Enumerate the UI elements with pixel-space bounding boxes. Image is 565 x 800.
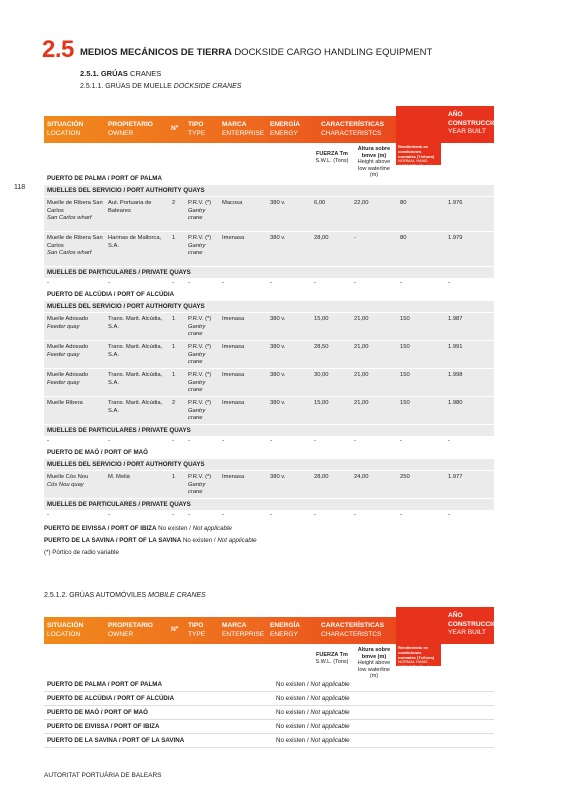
cell-energy: 380 v. (270, 372, 286, 378)
dockside-cranes-table (44, 111, 502, 559)
private-quays-palma: MUELLES DE PARTICULARES / PRIVATE QUAYS (44, 266, 494, 278)
authority-quays-alcudia: MUELLES DEL SERVICIO / PORT AUTHORITY QUAYS (44, 300, 494, 312)
col-type: TIPO TYPE (188, 121, 206, 137)
section-title-es: MEDIOS MECÁNICOS DE TIERRA (80, 47, 232, 58)
footnote: (*) Pórtico de radio variable (44, 549, 119, 556)
cell-brand: Macosa (222, 200, 243, 206)
cell-type: P.R.V. (*) Gantry crane (188, 474, 212, 496)
cell-loc: Muelle de Ribera San Carlos San Carlos wharf (47, 235, 103, 257)
cell-height: 21,00 (354, 344, 369, 350)
table-row (44, 340, 494, 368)
cell-n: 2 (172, 200, 176, 206)
cell-n: 1 (172, 474, 176, 480)
dash-cell: - (448, 438, 450, 444)
mobile-row-eivissa: PUERTO DE EIVISSA / PORT OF IBIZA No existen / Not applicable (44, 720, 494, 734)
cell-height: 21,00 (354, 400, 369, 406)
cell-loc: Muelle Adosado Feeder quay (47, 344, 89, 358)
dash-row (44, 436, 494, 447)
cell-owner: Trans. Marit. Alcúdia, S.A. (108, 344, 163, 358)
mobile-row-alcudia: PUERTO DE ALCÚDIA / PORT OF ALCÚDIA No existen / Not applicable (44, 692, 494, 706)
cell-n: 1 (172, 372, 176, 378)
col-location: SITUACIÓN LOCATION (47, 622, 84, 638)
dash-cell: - (270, 438, 272, 444)
cell-energy: 380 v. (270, 400, 286, 406)
cell-perf: 150 (400, 316, 410, 322)
cell-owner: Trans. Marit. Alcúdia, S.A. (108, 372, 163, 386)
cell-height: 24,00 (354, 474, 369, 480)
dash-cell: - (354, 280, 356, 286)
cell-perf: 150 (400, 344, 410, 350)
cell-n: 1 (172, 344, 176, 350)
cell-owner: Trans. Marit. Alcúdia, S.A. (108, 316, 163, 330)
col-brand: MARCA ENTERPRISE (222, 622, 265, 638)
dash-cell: - (172, 280, 174, 286)
dash-cell: - (172, 438, 174, 444)
mobile-cranes-table (44, 612, 502, 748)
dash-cell: - (314, 280, 316, 286)
dash-cell: - (222, 280, 224, 286)
table-row (44, 368, 494, 396)
dash-cell: - (400, 280, 402, 286)
subsection-cranes: 2.5.1. GRÚAS CRANES (80, 69, 162, 78)
table-subheader (44, 644, 494, 679)
dash-cell: - (448, 512, 450, 518)
col-energy: ENERGÍA ENERGY (270, 121, 301, 137)
dash-cell: - (270, 280, 272, 286)
private-quays-alcudia: MUELLES DE PARTICULARES / PRIVATE QUAYS (44, 424, 494, 436)
cell-loc: Muelle de Ribera San Carlos San Carlos wharf (47, 200, 103, 222)
cell-type: P.R.V. (*) Gantry crane (188, 200, 212, 222)
note-savina: PUERTO DE LA SAVINA / PORT OF LA SAVINA No existen / Not applicable (44, 537, 257, 544)
dash-cell: - (172, 512, 174, 518)
table-subheader (44, 143, 494, 178)
cell-loc: Muelle Cós Nou Cós Nou quay (47, 474, 89, 488)
private-quays-mao: MUELLES DE PARTICULARES / PRIVATE QUAYS (44, 498, 494, 510)
table-header (44, 111, 502, 143)
section-title-en: DOCKSIDE CARGO HANDLING EQUIPMENT (234, 47, 433, 58)
table-header (44, 612, 502, 644)
cell-force: 28,00 (314, 235, 329, 241)
dash-cell: - (354, 512, 356, 518)
table-row (44, 470, 494, 498)
performance-header: Rendimiento en condiciones normales (Tn/hora) NORMAL HAND. CAPACITY (Tns/hr) (396, 143, 441, 165)
cell-loc: Muelle Ribera (47, 400, 83, 406)
force-header: FUERZA Tm S.W.L. (Tons) (315, 151, 349, 164)
cell-brand: Imenasa (222, 400, 245, 406)
subsection-mobile: 2.5.1.2. GRÚAS AUTOMÓVILES MOBILE CRANES (44, 592, 206, 599)
height-header: Altura sobre bmve (m) Height above low waterline (m) (357, 647, 391, 679)
col-number: Nº (171, 626, 179, 633)
dash-cell: - (314, 512, 316, 518)
table-row (44, 196, 494, 231)
cell-loc: Muelle Adosado Feeder quay (47, 316, 89, 330)
col-energy: ENERGÍA ENERGY (270, 622, 301, 638)
col-brand: MARCA ENTERPRISE (222, 121, 265, 137)
cell-force: 15,00 (314, 400, 329, 406)
cell-force: 15,00 (314, 316, 329, 322)
dash-cell: - (108, 280, 110, 286)
cell-force: 30,00 (314, 372, 329, 378)
dash-cell: - (188, 512, 190, 518)
cell-year: 1.977 (448, 474, 463, 480)
mobile-row-savina: PUERTO DE LA SAVINA / PORT OF LA SAVINA No existen / Not applicable (44, 734, 494, 748)
cell-loc: Muelle Adosado Feeder quay (47, 372, 89, 386)
height-header: Altura sobre bmve (m) Height above low waterline (m) (357, 146, 391, 178)
col-year: AÑO CONSTRUCCIÓN YEAR BUILT (448, 111, 502, 135)
port-alcudia: PUERTO DE ALCÚDIA / PORT OF ALCÚDIA (44, 289, 494, 300)
col-number: Nº (171, 125, 179, 132)
cell-year: 1.987 (448, 316, 463, 322)
port-palma: PUERTO DE PALMA / PORT OF PALMA (44, 173, 494, 184)
cell-year: 1.998 (448, 372, 463, 378)
page-number: 118 (14, 184, 26, 191)
cell-type: P.R.V. (*) Gantry crane (188, 344, 212, 366)
performance-header: Rendimiento en condiciones normales (Tn/hora) NORMAL HAND. CAPACITY (Tns/hr) (396, 644, 441, 666)
cell-n: 2 (172, 400, 176, 406)
dash-cell: - (448, 280, 450, 286)
dash-cell: - (222, 438, 224, 444)
mobile-row-palma: PUERTO DE PALMA / PORT OF PALMA No existen / Not applicable (44, 678, 494, 692)
cell-n: 1 (172, 316, 176, 322)
cell-brand: Imenasa (222, 316, 245, 322)
cell-brand: Imenasa (222, 372, 245, 378)
table-row (44, 396, 494, 424)
alcudia-rows (44, 312, 494, 424)
cell-perf: 150 (400, 372, 410, 378)
dash-cell: - (47, 280, 49, 286)
dash-cell: - (188, 280, 190, 286)
cell-owner: Harinas de Mallorca, S.A. (108, 235, 162, 249)
cell-owner: M. Melià (108, 474, 130, 480)
mao-rows (44, 470, 494, 498)
section-number: 2.5 (42, 36, 74, 63)
note-eivissa: PUERTO DE EIVISSA / PORT OF IBIZA No existen / Not applicable (44, 525, 232, 532)
dash-cell: - (354, 438, 356, 444)
dash-cell: - (400, 438, 402, 444)
cell-force: 28,00 (314, 474, 329, 480)
cell-year: 1.976 (448, 200, 463, 206)
cell-force: 28,50 (314, 344, 329, 350)
dash-row (44, 278, 494, 289)
section-title (80, 47, 432, 58)
dash-cell: - (188, 438, 190, 444)
col-type: TIPO TYPE (188, 622, 206, 638)
cell-type: P.R.V. (*) Gantry crane (188, 372, 212, 394)
cell-owner: Aut. Portuaria de Baleares (108, 200, 152, 214)
cell-height: 22,00 (354, 200, 369, 206)
cell-type: P.R.V. (*) Gantry crane (188, 400, 212, 422)
cell-perf: 150 (400, 400, 410, 406)
cell-energy: 380 v. (270, 344, 286, 350)
col-year: AÑO CONSTRUCCIÓN YEAR BUILT (448, 612, 502, 636)
col-owner: PROPIETARIO OWNER (108, 622, 153, 638)
footer: AUTORITAT PORTUÀRIA DE BALEARS (44, 772, 162, 779)
palma-rows (44, 196, 494, 266)
authority-quays-palma: MUELLES DEL SERVICIO / PORT AUTHORITY QUAYS (44, 184, 494, 196)
col-location: SITUACIÓN LOCATION (47, 121, 84, 137)
cell-force: 6,00 (314, 200, 326, 206)
dash-cell: - (400, 512, 402, 518)
cell-perf: 80 (400, 200, 407, 206)
mobile-row-mao: PUERTO DE MAÓ / PORT OF MAÓ No existen / Not applicable (44, 706, 494, 720)
cell-height: - (354, 235, 356, 241)
dash-cell: - (47, 438, 49, 444)
cell-year: 1.979 (448, 235, 463, 241)
cell-type: P.R.V. (*) Gantry crane (188, 316, 212, 338)
cell-energy: 380 v. (270, 316, 286, 322)
cell-type: P.R.V. (*) Gantry crane (188, 235, 212, 257)
cell-brand: Imenasa (222, 235, 245, 241)
col-owner: PROPIETARIO OWNER (108, 121, 153, 137)
dash-cell: - (222, 512, 224, 518)
dash-cell: - (47, 512, 49, 518)
port-mao: PUERTO DE MAÓ / PORT OF MAÓ (44, 447, 494, 458)
dash-cell: - (314, 438, 316, 444)
cell-height: 21,00 (354, 316, 369, 322)
cell-perf: 80 (400, 235, 407, 241)
cell-height: 21,00 (354, 372, 369, 378)
cell-year: 1.991 (448, 344, 463, 350)
cell-energy: 380 v. (270, 474, 286, 480)
cell-year: 1.980 (448, 400, 463, 406)
force-header: FUERZA Tm S.W.L. (Tons) (315, 652, 349, 665)
cell-n: 1 (172, 235, 176, 241)
col-characteristics: CARACTERÍSTICAS CHARACTERISTCS (321, 121, 385, 137)
table-row (44, 231, 494, 266)
cell-owner: Trans. Marit. Alcúdia, S.A. (108, 400, 163, 414)
dash-cell: - (270, 512, 272, 518)
dash-row (44, 510, 494, 521)
cell-perf: 250 (400, 474, 410, 480)
cell-brand: Imenasa (222, 474, 245, 480)
subsection-dockside: 2.5.1.1. GRÚAS DE MUELLE DOCKSIDE CRANES (80, 83, 242, 90)
authority-quays-mao: MUELLES DEL SERVICIO / PORT AUTHORITY QUAYS (44, 458, 494, 470)
table-row (44, 312, 494, 340)
dash-cell: - (108, 438, 110, 444)
dash-cell: - (108, 512, 110, 518)
cell-energy: 380 v. (270, 235, 286, 241)
cell-energy: 380 v. (270, 200, 286, 206)
cell-brand: Imenasa (222, 344, 245, 350)
col-characteristics: CARACTERÍSTICAS CHARACTERISTCS (321, 622, 385, 638)
